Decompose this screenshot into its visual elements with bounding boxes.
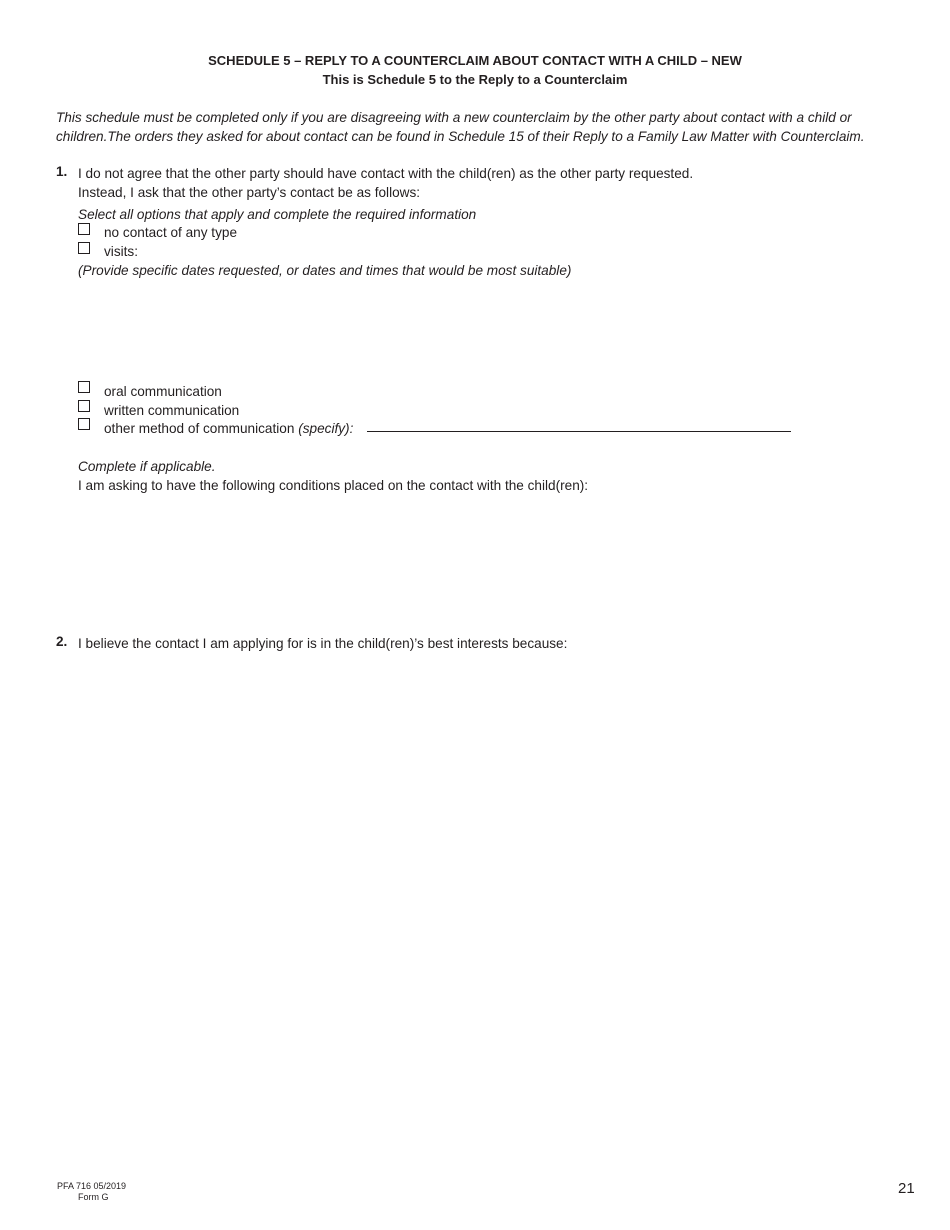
form-code: PFA 716 05/2019 — [57, 1181, 127, 1191]
conditional-note: Complete if applicable. — [78, 459, 216, 474]
no-contact-label: no contact of any type — [104, 225, 238, 240]
oral-communication-label: oral communication — [104, 384, 222, 399]
schedule-title: SCHEDULE 5 – REPLY TO A COUNTERCLAIM ABOUT CONTACT WITH A CHILD – NEW — [208, 53, 742, 68]
other-communication-text: other method of communication — [104, 421, 295, 436]
section-2-number: 2. — [56, 634, 68, 649]
visits-label: visits: — [104, 244, 138, 259]
written-communication-checkbox[interactable] — [78, 400, 90, 412]
best-interests-answer-area[interactable] — [78, 656, 918, 1156]
schedule-subtitle: This is Schedule 5 to the Reply to a Counterclaim — [322, 72, 628, 87]
written-communication-label: written communication — [104, 403, 240, 418]
section-1-instruction: Select all options that apply and complete the required information — [78, 207, 477, 222]
other-communication-specify-line[interactable] — [367, 431, 791, 432]
oral-communication-checkbox[interactable] — [78, 381, 90, 393]
intro-line-2: children.The orders they asked for about contact can be found in Schedule 15 of their Reply to a Family Law Matter with Counterclaim. — [56, 129, 865, 144]
visits-note: (Provide specific dates requested, or dates and times that would be most suitable) — [78, 263, 572, 278]
no-contact-checkbox[interactable] — [78, 223, 90, 235]
section-1-number: 1. — [56, 164, 68, 179]
section-2-text: I believe the contact I am applying for is in the child(ren)’s best interests because: — [78, 636, 568, 651]
other-communication-checkbox[interactable] — [78, 418, 90, 430]
section-1-line-2: Instead, I ask that the other party’s contact be as follows: — [78, 185, 421, 200]
page-number: 21 — [898, 1180, 915, 1197]
conditions-answer-area[interactable] — [78, 498, 918, 623]
conditions-text: I am asking to have the following conditions placed on the contact with the child(ren): — [78, 478, 589, 493]
form-name: Form G — [78, 1192, 109, 1202]
section-1-line-1: I do not agree that the other party should have contact with the child(ren) as the other party requested. — [78, 166, 694, 181]
visits-answer-area[interactable] — [78, 282, 918, 374]
other-communication-label — [104, 419, 353, 438]
other-communication-specify: (specify): — [298, 421, 354, 436]
intro-line-1: This schedule must be completed only if you are disagreeing with a new counterclaim by the other party about contact with a child or — [56, 110, 852, 125]
visits-checkbox[interactable] — [78, 242, 90, 254]
